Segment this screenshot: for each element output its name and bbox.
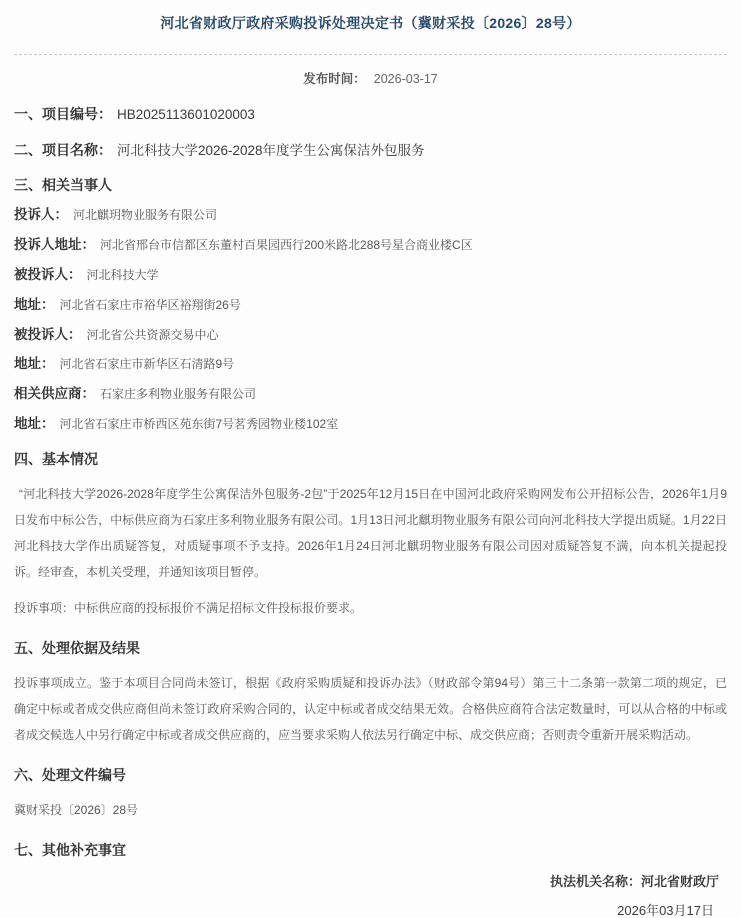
section-heading-label: 二、项目名称： (14, 141, 112, 158)
section-heading (14, 106, 727, 123)
agency-name: 河北省财政厅 (640, 874, 719, 890)
paragraph: 冀财采投〔2026〕28号 (14, 803, 139, 818)
party-field (14, 357, 727, 372)
party-field (14, 417, 727, 432)
publish-time-label: 发布时间： (303, 72, 366, 86)
section-heading-value: 河北科技大学2026-2028年度学生公寓保洁外包服务 (117, 142, 425, 158)
party-field (14, 268, 727, 283)
publish-time (14, 69, 727, 87)
field-label: 投诉人： (14, 207, 68, 223)
field-label: 被投诉人： (14, 326, 82, 342)
section-heading (14, 142, 727, 159)
party-field (14, 208, 727, 223)
field-label: 被投诉人： (14, 266, 82, 282)
section-heading-label: 三、相关当事人 (14, 177, 112, 194)
document-footer (14, 874, 727, 918)
party-field (14, 328, 727, 343)
dashed-divider (14, 54, 727, 55)
decision-date: 2026年03月17日 (617, 902, 714, 918)
paragraph: 投诉事项：中标供应商的投标报价不满足招标文件投标报价要求。 (14, 600, 363, 615)
section-heading-label: 四、基本情况 (14, 450, 98, 467)
party-field (14, 298, 727, 313)
section-heading-label: 七、其他补充事宜 (14, 842, 126, 859)
party-field (14, 238, 727, 253)
section-heading-value: HB2025113601020003 (117, 107, 255, 122)
agency-line (14, 874, 719, 890)
field-value: 河北省邢台市信都区东董村百果园西行200米路北288号星合商业楼C区 (100, 237, 473, 252)
party-field (14, 387, 727, 402)
page-title: 河北省财政厅政府采购投诉处理决定书（冀财采投〔2026〕28号） (160, 15, 581, 31)
field-value: 石家庄多利物业服务有限公司 (100, 387, 257, 402)
field-value: 河北科技大学 (86, 267, 159, 282)
field-value: 河北麒玥物业服务有限公司 (73, 208, 218, 223)
field-label: 地址： (14, 416, 55, 432)
field-value: 河北省石家庄市裕华区裕翔街26号 (59, 297, 241, 312)
field-value: 河北省石家庄市桥西区苑东街7号茗秀园物业楼102室 (59, 417, 339, 432)
document-body (14, 106, 727, 858)
agency-label: 执法机关名称： (549, 874, 641, 890)
field-label: 地址： (14, 356, 55, 372)
section-heading (14, 842, 727, 858)
field-label: 地址： (14, 296, 55, 312)
section-heading (14, 177, 727, 193)
field-label: 投诉人地址： (14, 236, 95, 252)
section-heading (14, 640, 727, 656)
section-heading (14, 767, 727, 783)
paragraph: “河北科技大学2026-2028年度学生公寓保洁外包服务-2包”于2025年12月15日在中国河北政府采购网发布公开招标公告，2026年1月9日发布中标公告，中标供应商为石家庄多利物业服务有限公司。1月13日河北麒玥物业服务有限公司向河北科技大学提出质疑。1月22日河北科技大学作出质疑答复，对质疑事项不予支持。2026年1月24日河北麒玥物业服务有限公司因对质疑答复不满，向本机关提起投诉。经审查，本机关受理，并通知该项目暂停。 (14, 486, 727, 579)
section-heading-label: 一、项目编号： (14, 106, 112, 122)
paragraph: 投诉事项成立。鉴于本项目合同尚未签订，根据《政府采购质疑和投诉办法》（财政部令第94号）第三十二条第一款第二项的规定，已确定中标或者成交供应商但尚未签订政府采购合同的，认定中标或者成交结果无效。合格供应商符合法定数量时，可以从合格的中标或者成交候选人中另行确定中标或者成交供应商的，应当要求采购人依法另行确定中标、成交供应商；否则责令重新开展采购活动。 (14, 676, 727, 743)
field-value: 河北省石家庄市新华区石清路9号 (59, 357, 235, 372)
section-heading-label: 六、处理文件编号 (14, 767, 126, 784)
field-value: 河北省公共资源交易中心 (86, 327, 219, 342)
section-heading-label: 五、处理依据及结果 (14, 639, 140, 656)
publish-time-value: 2026-03-17 (373, 72, 438, 86)
field-label: 相关供应商： (14, 386, 95, 402)
section-heading (14, 451, 727, 467)
